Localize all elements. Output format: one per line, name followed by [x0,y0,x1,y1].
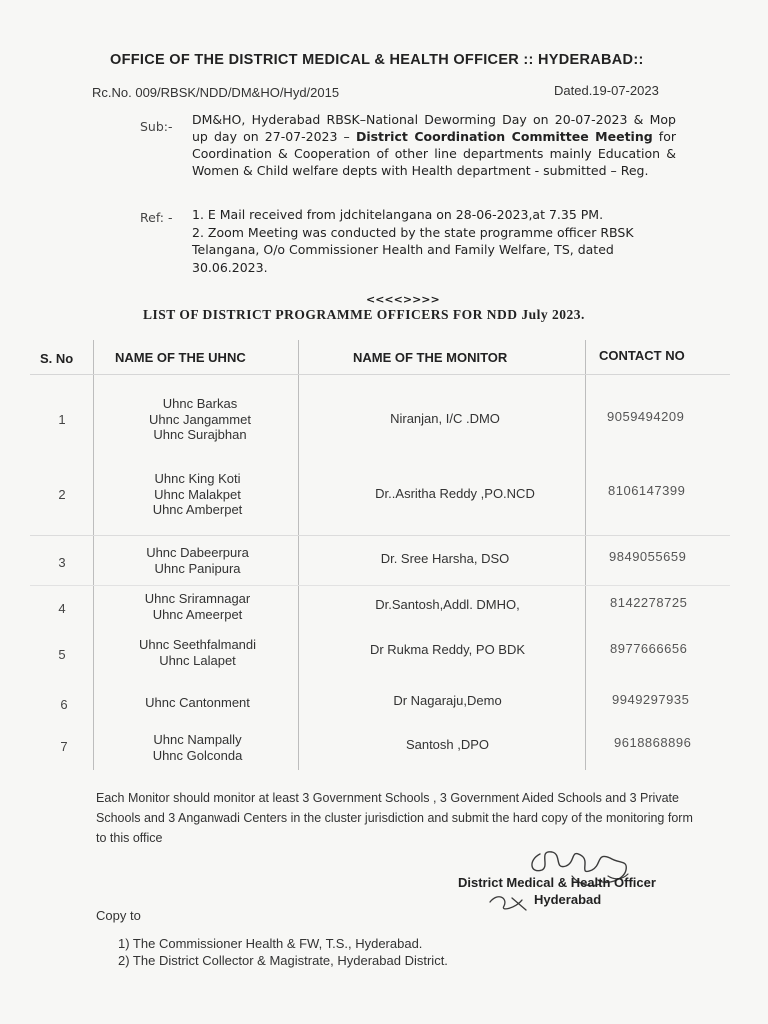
uhnc-name: Uhnc Surajbhan [153,427,247,442]
row-monitor: Niranjan, I/C .DMO [390,411,500,426]
reference-label: Ref: - [140,210,173,225]
uhnc-name: Uhnc Seethfalmandi [138,637,257,652]
copy-to-label: Copy to [96,908,141,923]
row-sno: 4 [58,601,66,616]
uhnc-name: Uhnc Barkas [162,396,238,411]
copy-to-item: 1) The Commissioner Health & FW, T.S., Hyderabad. [118,936,423,951]
uhnc-name: Uhnc Ameerpet [152,606,243,622]
row-monitor: Dr Nagaraju,Demo [393,693,502,708]
header-monitor: NAME OF THE MONITOR [353,350,508,365]
header-contact: CONTACT NO [599,348,685,363]
subject-text-bold: District Coordination Committee Meeting [355,129,653,144]
subject-text-part1: DM&HO, Hyderabad RBSK–National Deworming Day on 20-07-2023 & Mop up day on 27-07-2023 – [192,112,676,144]
uhnc-name: Uhnc Malakpet [154,486,241,502]
copy-to-item: 2) The District Collector & Magistrate, Hyderabad District. [118,953,448,968]
reference-item: 2. Zoom Meeting was conducted by the state programme officer RBSK Telangana, O/o Commissioner Health and Family Welfare, TS, dated 30.06.2023. [192,224,634,275]
uhnc-name: Uhnc Lalapet [159,652,236,668]
row-contact: 8142278725 [610,595,688,610]
uhnc-name: Uhnc Cantonment [145,695,250,710]
row-uhnc-list [110,471,285,518]
row-contact: 9949297935 [612,692,690,707]
row-monitor: Santosh ,DPO [405,737,490,752]
uhnc-name: Uhnc Dabeerpura [146,545,249,560]
subject-text [192,111,676,179]
reference-item: 1. E Mail received from jdchitelangana on 28-06-2023,at 7.35 PM. [192,207,604,222]
uhnc-name: Uhnc Jangammet [149,411,251,427]
uhnc-name: Uhnc Panipura [154,560,241,576]
uhnc-name: Uhnc Sriramnagar [144,591,251,606]
row-uhnc-list [110,637,285,668]
row-uhnc-list [110,695,285,711]
row-sno: 1 [58,412,66,427]
header-sno: S. No [40,351,74,366]
office-title: OFFICE OF THE DISTRICT MEDICAL & HEALTH OFFICER :: HYDERABAD:: [110,52,644,68]
row-monitor: Dr.Santosh,Addl. DMHO, [375,597,520,612]
row-contact: 9618868896 [614,735,692,750]
row-contact: 8977666656 [610,641,688,656]
row-sno: 2 [58,487,66,502]
row-contact: 9059494209 [607,409,685,424]
row-monitor: Dr Rukma Reddy, PO BDK [369,642,526,657]
row-monitor: Dr..Asritha Reddy ,PO.NCD [375,486,535,501]
row-uhnc-list [110,545,285,576]
row-sno: 7 [60,739,68,754]
row-contact: 8106147399 [608,483,686,498]
separator-symbol: <<<<>>>> [366,293,440,306]
subject-text-part2: for Coordination & Cooperation of other line departments mainly Education & Women & Child welfare depts with Health department - submitted – Reg. [192,129,676,178]
reference-number: Rc.No. 009/RBSK/NDD/DM&HO/Hyd/2015 [92,85,340,100]
uhnc-name: Uhnc Nampally [153,732,242,747]
row-sno: 3 [58,555,66,570]
list-title: LIST OF DISTRICT PROGRAMME OFFICERS FOR NDD July 2023. [143,307,585,322]
row-uhnc-list [110,591,285,622]
reference-list [192,206,662,276]
signatory-location: Hyderabad [534,892,602,907]
header-uhnc: NAME OF THE UHNC [115,350,246,365]
row-contact: 9849055659 [609,549,687,564]
monitoring-instructions: Each Monitor should monitor at least 3 Government Schools , 3 Government Aided Schools and 3 Private Schools and 3 Anganwadi Centers in the cluster jurisdiction and submit the hard copy of the monitoring form to this office [96,791,693,845]
row-uhnc-list [110,732,285,763]
subject-label: Sub:- [140,119,173,134]
row-sno: 5 [58,647,66,662]
row-uhnc-list [115,396,285,443]
date: Dated.19-07-2023 [554,83,659,98]
row-monitor: Dr. Sree Harsha, DSO [380,551,510,566]
signatory-title: District Medical & Health Officer [458,875,656,890]
uhnc-name: Uhnc Golconda [152,747,243,763]
uhnc-name: Uhnc Amberpet [152,502,243,517]
row-sno: 6 [60,697,68,712]
uhnc-name: Uhnc King Koti [154,471,241,486]
